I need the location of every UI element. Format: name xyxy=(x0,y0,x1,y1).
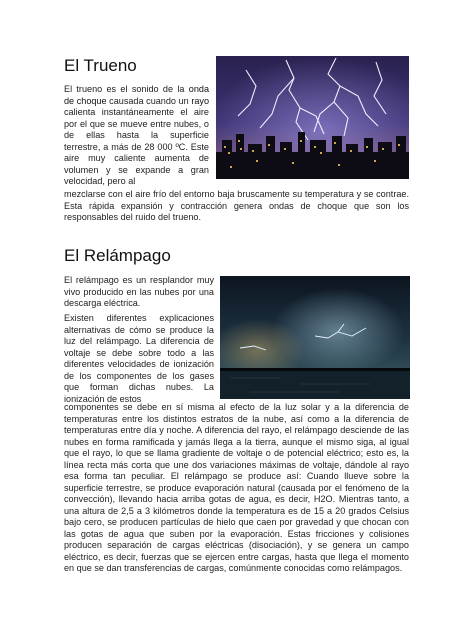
relampago-side-text-1: El relámpago es un resplandor muy vivo producido en las nubes por una descarga eléctrica. xyxy=(64,275,214,308)
trueno-text-a: El trueno es el sonido de la xyxy=(64,84,189,94)
trueno-side-text xyxy=(64,84,209,188)
section-title-trueno: El Trueno xyxy=(64,56,137,75)
relampago-full-text: componentes se debe en sí misma al efecto de la luz solar y a la diferencia de temperaturas entre los distintos estratos de la nube, así como a la diferencia de temperaturas entre día y noche. A diferencia del rayo, el relámpago desciende de las nubes en forma ramificada y jamás llega a la tierra, aunque el mismo siga, al igual que el rayo, lo que se llama gradiente de voltaje o de potencial eléctrico; esto es, la línea recta más corta que une dos variaciones máximas de voltaje, dándole al rayo esa forma tan peculiar. El relámpago se produce así: Cuando llueve sobre la superficie terrestre, se produce evaporación natural (causada por el fenómeno de la convección), llevando hacia arriba gotas de agua, es decir, H2O. Mientras tanto, a una altura de 2,5 a 3 kilómetros donde la temperatura es de 15 a 20 grados Celsius bajo cero, se producen partículas de hielo que caen por gravedad y que chocan con las gotas de agua que suben por la evaporación. Estas fricciones y colisiones producen separación de cargas eléctricas (disociación), y se genera un campo eléctrico, es decir, fuerzas que se ejercen entre cargas, hasta que llega el momento en que se dan transferencias de cargas, comúnmente conocidas como relámpagos. xyxy=(64,402,409,573)
rayo-link[interactable]: rayo xyxy=(191,95,210,106)
trueno-text-b: causada cuando un xyxy=(106,95,192,106)
lightning-city-photo xyxy=(216,56,409,179)
trueno-text-c: calienta instantáneamente el aire por el que se mueve entre nubes, o de ellas hasta la superficie terrestre, a más de 28 000 ºC. Este aire muy caliente aumenta de volumen y se expande a gran velocidad, pero al xyxy=(64,107,209,186)
section-title-relampago: El Relámpago xyxy=(64,246,171,265)
storm-clouds-image xyxy=(220,276,410,399)
trueno-full-text: mezclarse con el aire frío del entorno baja bruscamente su temperatura y se contrae. Esta rápida expansión y contracción genera ondas de choque que son los responsables del ruido del trueno. xyxy=(64,189,409,222)
lightning-city-image xyxy=(216,56,409,179)
relampago-side-text-2: Existen diferentes explicaciones alternativas de cómo se produce la luz del relámpago. La diferencia de voltaje se debe sobre todo a las diferentes velocidades de ionización de los componentes de los gases que forman dichas nubes. La ionización de estos xyxy=(64,313,214,404)
onda-de-choque-link[interactable]: onda de choque xyxy=(64,84,209,106)
storm-clouds-photo xyxy=(220,276,410,399)
